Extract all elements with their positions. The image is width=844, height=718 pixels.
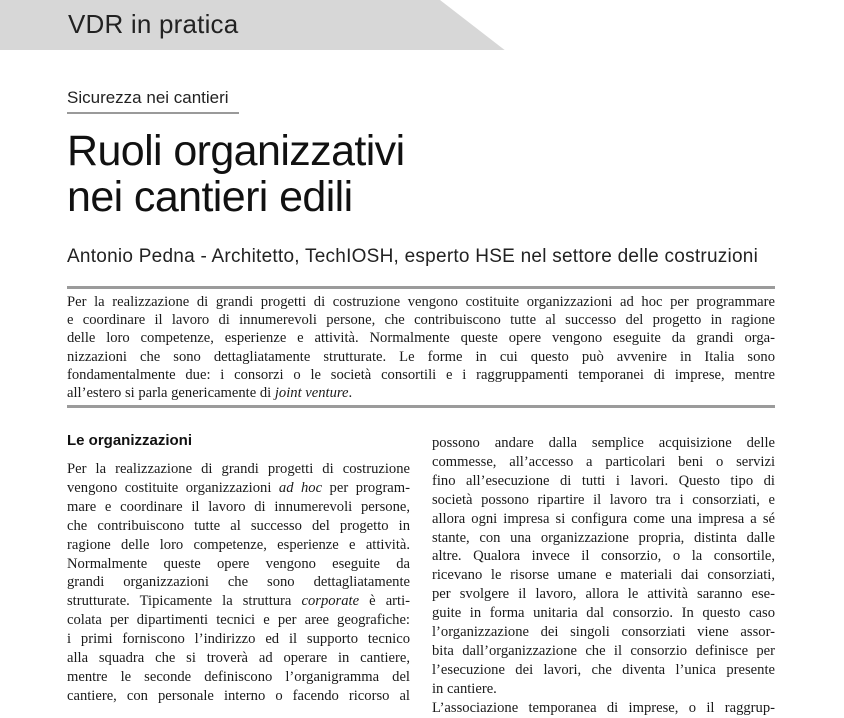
body-line: commesse, all’accesso a particolari beni o servizi [432,453,775,470]
body-line: bita dall’organizzazione che il consorzio definisce per [432,642,775,659]
body-line: cantiere, con personale interno o facendo ricorso al [67,687,410,704]
body-line: alla squadra che si troverà ad operare in cantiere, [67,650,410,667]
header-band-notch [440,0,844,50]
body-line: stante, con una organizzazione propria, distinta dalle [432,529,775,546]
abstract-line: delle loro competenze, esperienze e attività. Normalmente queste opere vengono eseguite da grandi orga- [67,330,775,347]
body-line: l’organizzazione dei singoli consorziati viene assor- [432,624,775,641]
abstract-line-text: all’estero si parla genericamente di [67,385,275,402]
body-line: i primi forniscono l’indirizzo ed il supporto tecnico [67,631,410,648]
headline-line-1: Ruoli organizzativi [67,127,405,175]
body-line: fino all’esecuzione di tutti i lavori. Questo tipo di [432,472,775,489]
section-title: VDR in pratica [68,9,239,39]
header-band [0,0,844,50]
section-heading: Le organizzazioni [67,432,193,449]
body-line: L’associazione temporanea di imprese, o il raggrup- [432,699,775,716]
abstract [67,293,775,402]
body-line: ragione delle loro competenze, esperienze e attività. [67,536,410,553]
abstract-bottom-rule [67,405,775,408]
body-line: Normalmente queste opere vengono eseguite da [67,555,410,572]
body-emphasis: corporate [301,593,360,610]
body-line: altre. Qualora invece il consorzio, o la consortile, [432,548,775,565]
body-line: ricevano le risorse umane e materiali dai consorziati, [432,567,775,584]
headline-line-2: nei cantieri edili [67,173,353,221]
body-line [67,479,410,498]
body-line: mare e coordinare il lavoro di innumerevoli persone, [67,498,410,515]
abstract-line: fondamentalmente due: i consorzi o le società consortili e i raggruppamenti temporanei di imprese, mentre [67,366,775,383]
body-line: Per la realizzazione di grandi progetti di costruzione [67,461,410,477]
author-byline: Antonio Pedna - Architetto, TechIOSH, esperto HSE nel settore delle costruzioni [67,246,759,267]
abstract-line: e coordinare il lavoro di innumerevoli persone, che contribuiscono tutte al successo del progetto in ragione [67,312,775,329]
kicker-underline [67,112,239,114]
body-line: per svolgere il lavoro, allora le attività saranno ese- [432,586,775,603]
body-line: colata per dipartimenti tecnici e per aree geografiche: [67,612,410,629]
body-line-tail: per program- [322,479,410,496]
body-line: società possono ripartire il lavoro tra i consorziati, e [432,491,775,508]
body-line-text: strutturate. Tipicamente la struttura [67,593,302,610]
body-line: l’esecuzione dei lavori, che diventa l’unica presente [432,661,775,678]
body-line: grandi organizzazioni che sono dettagliatamente [67,574,410,591]
body-line-tail: è arti- [359,593,410,610]
abstract-top-rule [67,286,775,289]
body-line: guite in forma unitaria dal consorzio. In questo caso [432,605,775,622]
abstract-emphasis: joint venture [274,385,349,402]
right-column [432,434,775,718]
body-line: possono andare dalla semplice acquisizione delle [432,435,775,451]
body-line: in cantiere. [432,680,497,697]
body-emphasis: ad hoc [278,479,323,496]
abstract-end: . [348,385,353,402]
abstract-line-last [67,384,775,402]
abstract-line: Per la realizzazione di grandi progetti di costruzione vengono costituite organizzazioni ad hoc per programmare [67,294,775,310]
body-line: allora ogni impresa si configura come una impresa a sé [432,510,775,527]
body-line: che contribuiscono tutte al successo del progetto in [67,517,410,534]
left-column [67,460,410,706]
body-line-text: vengono costituite organizzazioni [67,479,279,496]
article-headline [67,128,767,220]
abstract-line: nizzazioni che sono dettagliatamente strutturate. Le forme in cui questo può avvenire in Italia sono [67,348,775,365]
kicker: Sicurezza nei cantieri [67,88,229,107]
body-line [67,592,410,611]
body-line: mentre le seconde definiscono l’organigramma del [67,668,410,685]
